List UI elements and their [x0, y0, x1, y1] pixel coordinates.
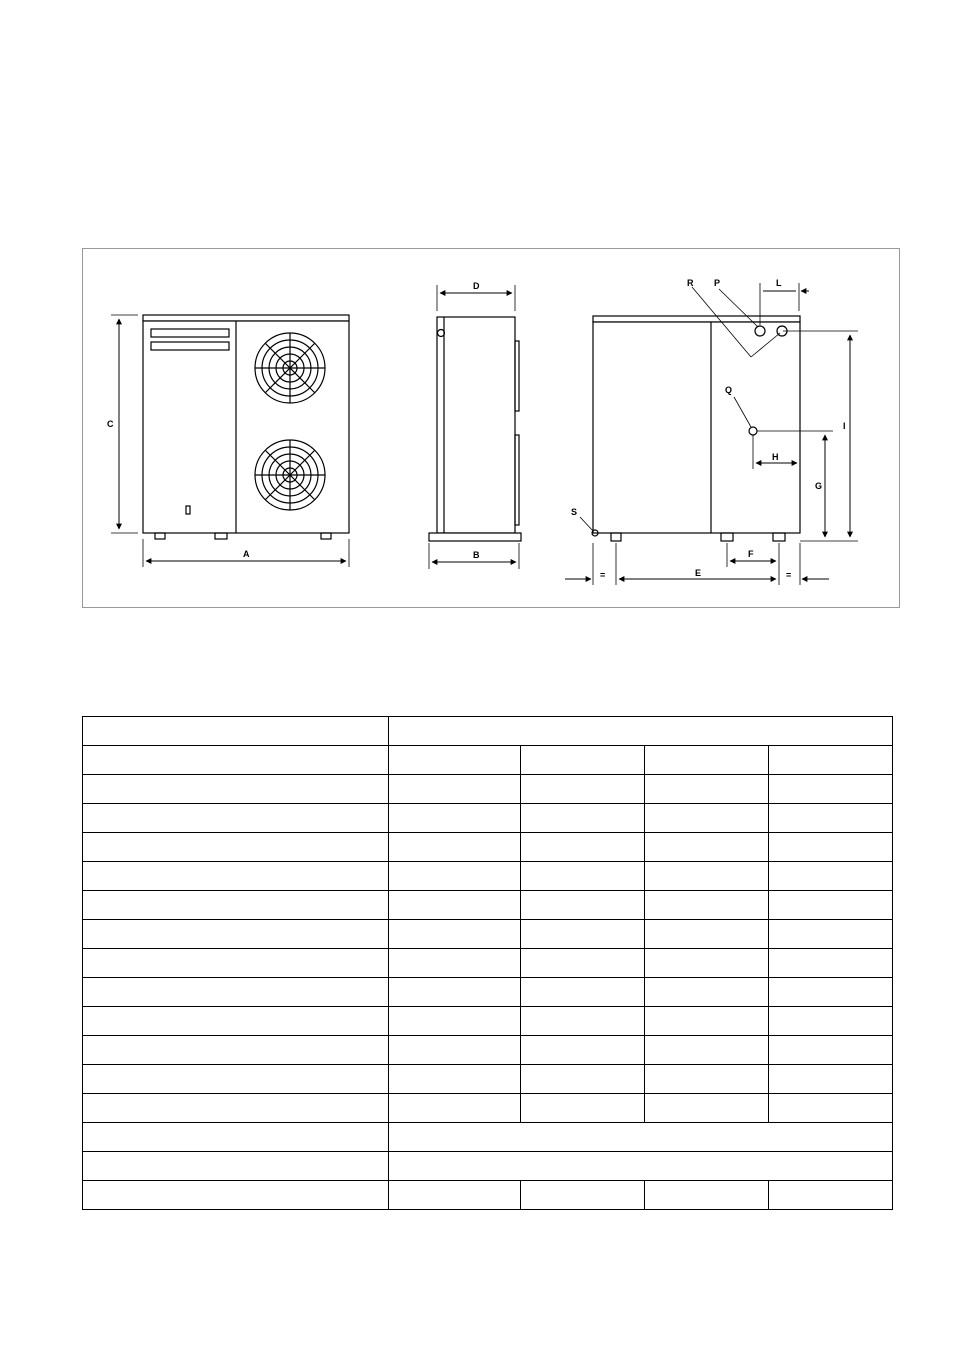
- table-value-cell: [389, 1181, 521, 1210]
- table-value-cell: [769, 1181, 893, 1210]
- dimension-label-d: D: [473, 281, 480, 291]
- table-value-cell: [389, 833, 521, 862]
- table-value-cell: [521, 891, 645, 920]
- table-merged-value-cell: [389, 1152, 893, 1181]
- table-row-label-cell: [83, 1123, 389, 1152]
- table-row-label-cell: [83, 804, 389, 833]
- table-value-cell: [645, 891, 769, 920]
- label-r: R: [687, 278, 694, 288]
- table-value-cell: [389, 1094, 521, 1123]
- table-value-cell: [769, 1094, 893, 1123]
- table-value-cell: [769, 862, 893, 891]
- table-row-label-cell: [83, 978, 389, 1007]
- table-value-cell: [389, 978, 521, 1007]
- table-row: [83, 775, 893, 804]
- table-row: [83, 891, 893, 920]
- table-row: [83, 949, 893, 978]
- table-row: [83, 1036, 893, 1065]
- table-value-cell: [389, 775, 521, 804]
- table-value-cell: [769, 891, 893, 920]
- table-value-cell: [645, 920, 769, 949]
- table-row: [83, 920, 893, 949]
- label-equal-right: =: [786, 570, 792, 580]
- table-value-cell: [389, 1007, 521, 1036]
- table-row: [83, 1007, 893, 1036]
- table-value-cell: [769, 804, 893, 833]
- dimension-label-c: C: [107, 419, 114, 429]
- dimension-label-h: H: [772, 452, 779, 462]
- table-row: [83, 833, 893, 862]
- table-row-label-cell: [83, 1036, 389, 1065]
- table-value-cell: [521, 775, 645, 804]
- table-row-label-cell: [83, 717, 389, 746]
- table-row-label-cell: [83, 775, 389, 804]
- table-row-label-cell: [83, 862, 389, 891]
- table-value-cell: [769, 833, 893, 862]
- table-value-cell: [645, 1065, 769, 1094]
- dimension-label-a: A: [243, 549, 250, 559]
- table-value-cell: [521, 1036, 645, 1065]
- table-value-cell: [645, 775, 769, 804]
- table-value-cell: [645, 833, 769, 862]
- table-value-cell: [645, 746, 769, 775]
- table-value-cell: [521, 833, 645, 862]
- table-row-label-cell: [83, 1065, 389, 1094]
- rear-view: [565, 283, 858, 585]
- dimension-label-e: E: [695, 568, 702, 578]
- table-value-cell: [769, 949, 893, 978]
- fan-grille-upper-icon: [255, 333, 325, 403]
- table-value-cell: [521, 949, 645, 978]
- table-row: [83, 1152, 893, 1181]
- table-value-cell: [645, 804, 769, 833]
- side-view: [429, 285, 521, 569]
- table-value-cell: [389, 920, 521, 949]
- table-row: [83, 1181, 893, 1210]
- table-value-cell: [769, 978, 893, 1007]
- table-value-cell: [645, 949, 769, 978]
- label-q: Q: [725, 385, 733, 395]
- dimension-drawing-frame: [82, 248, 900, 608]
- front-view: [111, 315, 349, 567]
- table-value-cell: [769, 1065, 893, 1094]
- label-equal-left: =: [600, 570, 606, 580]
- fan-grille-lower-icon: [255, 440, 325, 510]
- table-value-cell: [645, 1007, 769, 1036]
- dimension-label-b: B: [473, 550, 480, 560]
- table-row-label-cell: [83, 1007, 389, 1036]
- table-row: [83, 717, 893, 746]
- dimension-label-i: I: [843, 421, 846, 431]
- table-merged-value-cell: [389, 1123, 893, 1152]
- table-row: [83, 978, 893, 1007]
- table-value-cell: [645, 1181, 769, 1210]
- table-value-cell: [389, 804, 521, 833]
- table-value-cell: [389, 862, 521, 891]
- table-row-label-cell: [83, 891, 389, 920]
- dimension-label-f: F: [748, 549, 754, 559]
- table-value-cell: [521, 1181, 645, 1210]
- table-value-cell: [645, 862, 769, 891]
- table-value-cell: [645, 1036, 769, 1065]
- label-p: P: [714, 278, 721, 288]
- table-value-cell: [769, 775, 893, 804]
- table-value-cell: [521, 1094, 645, 1123]
- dimension-label-l: L: [776, 278, 782, 288]
- table-row: [83, 1065, 893, 1094]
- table-row: [83, 746, 893, 775]
- table-value-cell: [521, 1007, 645, 1036]
- table-row: [83, 862, 893, 891]
- table-row-label-cell: [83, 746, 389, 775]
- table-value-cell: [769, 920, 893, 949]
- dimension-drawing: [83, 249, 901, 609]
- table-value-cell: [389, 949, 521, 978]
- table-row: [83, 1094, 893, 1123]
- table-value-cell: [645, 1094, 769, 1123]
- table-value-cell: [521, 920, 645, 949]
- table-row-label-cell: [83, 1181, 389, 1210]
- table-value-cell: [769, 1007, 893, 1036]
- table-value-cell: [521, 1065, 645, 1094]
- dimensions-table: [82, 716, 893, 1210]
- table-row-label-cell: [83, 1094, 389, 1123]
- table-value-cell: [389, 1036, 521, 1065]
- table-value-cell: [521, 804, 645, 833]
- table-row: [83, 1123, 893, 1152]
- dimension-label-g: G: [815, 481, 823, 491]
- table-value-cell: [521, 746, 645, 775]
- table-row-label-cell: [83, 949, 389, 978]
- table-value-cell: [389, 1065, 521, 1094]
- table-row-label-cell: [83, 920, 389, 949]
- table-value-cell: [769, 1036, 893, 1065]
- table-merged-value-cell: [389, 717, 893, 746]
- table-value-cell: [389, 891, 521, 920]
- table-value-cell: [389, 746, 521, 775]
- table-row: [83, 804, 893, 833]
- table-row-label-cell: [83, 1152, 389, 1181]
- table-row-label-cell: [83, 833, 389, 862]
- label-s: S: [571, 507, 578, 517]
- table-value-cell: [769, 746, 893, 775]
- table-value-cell: [521, 978, 645, 1007]
- table-value-cell: [521, 862, 645, 891]
- table-value-cell: [645, 978, 769, 1007]
